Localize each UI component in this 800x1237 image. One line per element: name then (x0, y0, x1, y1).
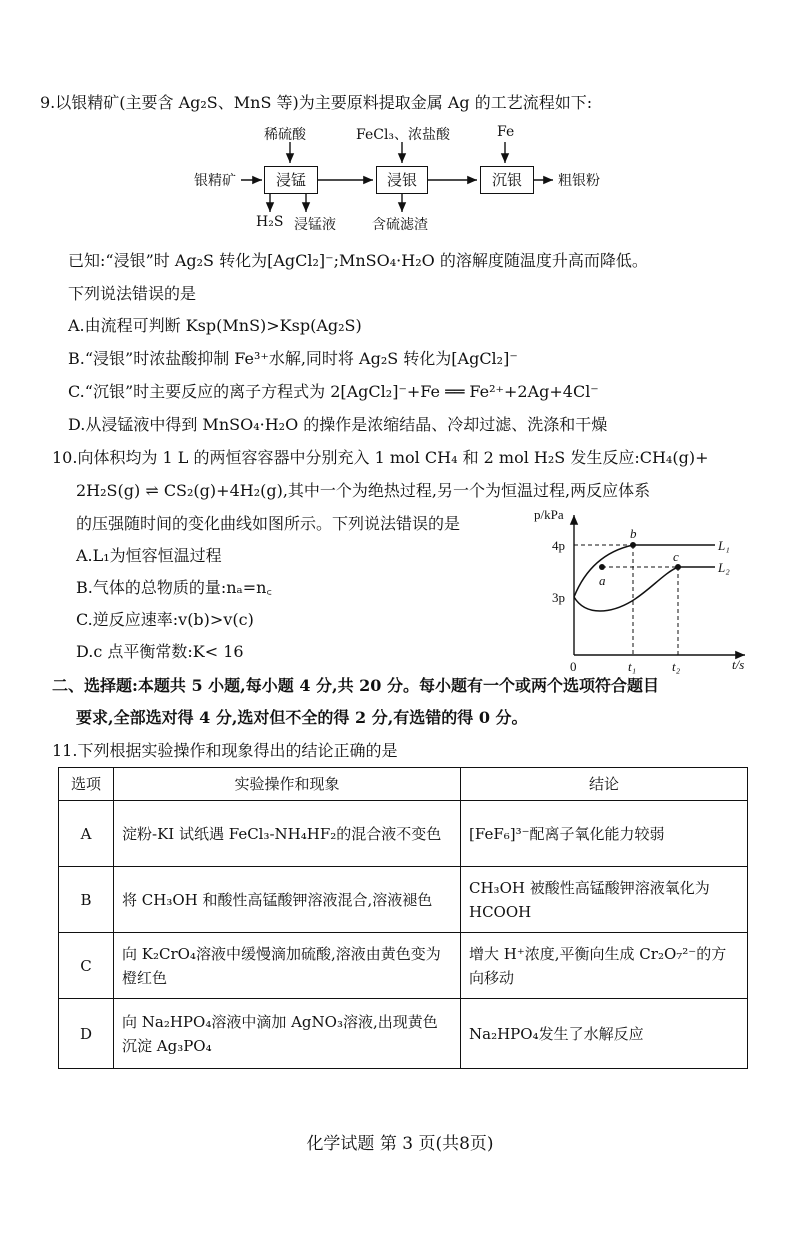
q9-stem: 9.以银精矿(主要含 Ag₂S、MnS 等)为主要原料提取金属 Ag 的工艺流程如下: (40, 93, 593, 112)
flow-input-2: FeCl₃、浓盐酸 (356, 127, 451, 143)
q9-ask: 下列说法错误的是 (68, 284, 197, 303)
section-2-heading-line-1: 二、选择题:本题共 5 小题,每小题 4 分,共 20 分。每小题有一个或两个选项符合题目 (52, 676, 660, 695)
curve-l2 (574, 567, 715, 611)
table-row (59, 867, 748, 933)
graph-origin: 0 (570, 659, 577, 674)
graph-y-4p: 4p (552, 538, 565, 553)
table-row (59, 933, 748, 999)
label-l2: L₂ (718, 560, 730, 575)
flow-output-h2s: H₂S (256, 214, 284, 230)
flow-feed: 银精矿 (194, 173, 236, 189)
q9-option-b: B.“浸银”时浓盐酸抑制 Fe³⁺水解,同时将 Ag₂S 转化为[AgCl₂]⁻ (68, 349, 518, 368)
table-row (59, 801, 748, 867)
label-l1: L₁ (718, 538, 730, 553)
flow-output-mn-liquor: 浸锰液 (294, 217, 336, 233)
q9-option-c: C.“沉银”时主要反应的离子方程式为 2[AgCl₂]⁻+Fe ══ Fe²⁺+2Ag+4Cl⁻ (68, 382, 599, 401)
graph-ylabel: p/kPa (534, 507, 564, 522)
row-c-conclusion: 增大 H⁺浓度,平衡向生成 Cr₂O₇²⁻的方向移动 (461, 933, 748, 999)
table-header-row (59, 768, 748, 801)
page-footer: 化学试题 第 3 页(共8页) (306, 1134, 494, 1154)
label-point-c: c (673, 549, 679, 564)
curve-l1 (574, 545, 715, 597)
q10-line-1: 10.向体积均为 1 L 的两恒容容器中分别充入 1 mol CH₄ 和 2 mol H₂S 发生反应:CH₄(g)+ (52, 448, 709, 467)
q9-option-a: A.由流程可判断 Ksp(MnS)>Ksp(Ag₂S) (68, 316, 362, 335)
row-d-option: D (59, 999, 114, 1069)
q9-option-d: D.从浸锰液中得到 MnSO₄·H₂O 的操作是浓缩结晶、冷却过滤、洗涤和干燥 (68, 415, 608, 434)
row-c-option: C (59, 933, 114, 999)
q10-option-b: B.气体的总物质的量:nₐ=n꜀ (76, 578, 272, 597)
label-point-a: a (599, 573, 606, 588)
row-c-operation: 向 K₂CrO₄溶液中缓慢滴加硫酸,溶液由黄色变为橙红色 (114, 933, 461, 999)
flow-input-3: Fe (497, 124, 515, 140)
row-b-operation: 将 CH₃OH 和酸性高锰酸钾溶液混合,溶液褪色 (114, 867, 461, 933)
flow-output-residue: 含硫滤渣 (372, 217, 428, 233)
row-d-conclusion: Na₂HPO₄发生了水解反应 (461, 999, 748, 1069)
q9-known: 已知:“浸银”时 Ag₂S 转化为[AgCl₂]⁻;MnSO₄·H₂O 的溶解度随温度升高而降低。 (68, 251, 648, 270)
row-d-operation: 向 Na₂HPO₄溶液中滴加 AgNO₃溶液,出现黄色沉淀 Ag₃PO₄ (114, 999, 461, 1069)
graph-t1: t₁ (628, 659, 637, 674)
section-2-heading-line-2: 要求,全部选对得 4 分,选对但不全的得 2 分,有选错的得 0 分。 (76, 708, 528, 727)
header-operation: 实验操作和现象 (114, 768, 461, 801)
q11-table (58, 767, 748, 1069)
pressure-time-graph (520, 505, 760, 675)
q10-option-c: C.逆反应速率:v(b)>v(c) (76, 610, 254, 629)
point-a (599, 564, 605, 570)
q11-stem: 11.下列根据实验操作和现象得出的结论正确的是 (52, 741, 398, 760)
row-a-conclusion: [FeF₆]³⁻配离子氧化能力较弱 (461, 801, 748, 867)
point-b (630, 542, 636, 548)
row-a-option: A (59, 801, 114, 867)
graph-y-3p: 3p (552, 590, 565, 605)
label-point-b: b (630, 526, 637, 541)
row-b-option: B (59, 867, 114, 933)
table-row (59, 999, 748, 1069)
header-option: 选项 (59, 768, 114, 801)
q10-line-3: 的压强随时间的变化曲线如图所示。下列说法错误的是 (76, 514, 461, 533)
point-c (675, 564, 681, 570)
flow-product: 粗银粉 (558, 173, 600, 189)
graph-xlabel: t/s (732, 657, 745, 672)
flow-input-1: 稀硫酸 (264, 127, 306, 143)
flow-box-precip-ag: 沉银 (480, 166, 534, 194)
q10-line-2: 2H₂S(g) ⇌ CS₂(g)+4H₂(g),其中一个为绝热过程,另一个为恒温过程,两反应体系 (76, 481, 651, 500)
q10-option-a: A.L₁为恒容恒温过程 (76, 546, 222, 565)
flow-box-leach-ag: 浸银 (376, 166, 428, 194)
row-a-operation: 淀粉-KI 试纸遇 FeCl₃-NH₄HF₂的混合液不变色 (114, 801, 461, 867)
q10-option-d: D.c 点平衡常数:K< 16 (76, 642, 244, 661)
row-b-conclusion: CH₃OH 被酸性高锰酸钾溶液氧化为 HCOOH (461, 867, 748, 933)
flow-box-leach-mn: 浸锰 (264, 166, 318, 194)
graph-t2: t₂ (672, 659, 681, 674)
header-conclusion: 结论 (461, 768, 748, 801)
